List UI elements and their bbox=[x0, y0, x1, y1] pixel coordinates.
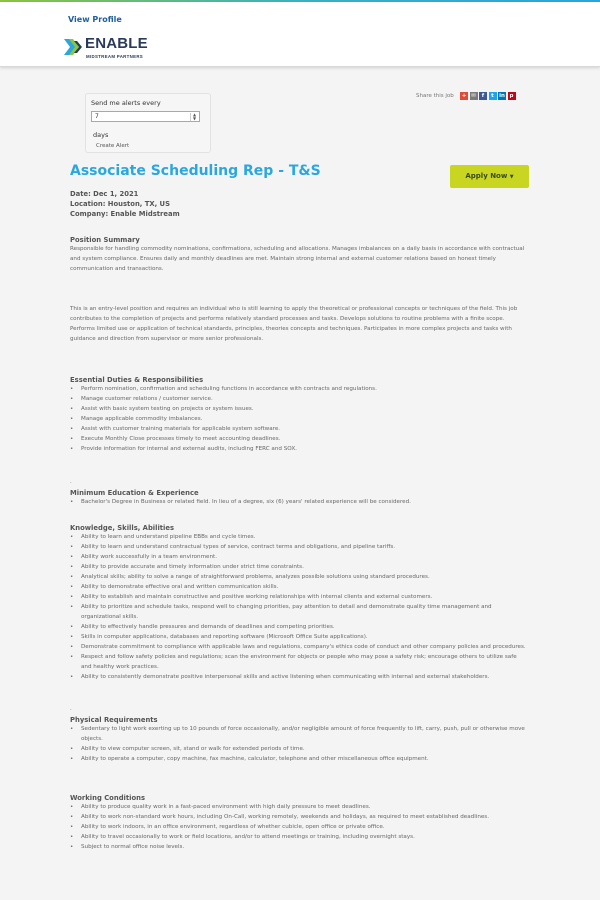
list-item: • Perform nomination, confirmation and scheduling functions in accordance with contracts and regulations. bbox=[70, 384, 526, 394]
create-alert-button[interactable]: Create Alert bbox=[96, 143, 130, 149]
list-item: • Demonstrate commitment to compliance with applicable laws and regulations, company's ethics code of conduct and other company policies and procedures. bbox=[70, 642, 526, 652]
section-title-summary: Position Summary bbox=[70, 236, 140, 244]
logo-subtitle: MIDSTREAM PARTNERS bbox=[86, 54, 144, 59]
email-icon[interactable]: ✉ bbox=[471, 93, 476, 99]
duties-list bbox=[70, 384, 526, 454]
section-title-education: Minimum Education & Experience bbox=[70, 489, 199, 497]
stepper-up-icon[interactable]: ▲ bbox=[192, 112, 197, 117]
pinterest-icon[interactable]: p bbox=[508, 92, 516, 100]
list-item: • Respect and follow safety policies and regulations; scan the environment for objects or people who may pose a safety risk; encourage others to utilize safe and healthy work practices. bbox=[70, 652, 526, 672]
list-item: • Assist with basic system testing on projects or system issues. bbox=[70, 404, 526, 414]
apply-now-label: Apply Now bbox=[465, 172, 508, 180]
list-item: • Assist with customer training materials for applicable system software. bbox=[70, 424, 526, 434]
share-label: Share this job bbox=[416, 93, 454, 99]
summary-paragraph-1: Responsible for handling commodity nominations, confirmations, scheduling and allocations. Manages imbalances on a daily basis in accordance with contractual and system compliance. Ensures daily and monthly deadlines are met. Maintain strong internal and external customer relations based on honest timely communication and transactions. bbox=[70, 246, 525, 272]
alert-title: Send me alerts every bbox=[91, 99, 161, 107]
list-item: • Ability to learn and understand contractual types of service, contract terms and obligations, and pipeline tariffs. bbox=[70, 542, 526, 552]
job-date: Date: Dec 1, 2021 bbox=[70, 190, 139, 198]
duties-trailing-dot: . bbox=[70, 479, 72, 485]
job-title: Associate Scheduling Rep - T&S bbox=[70, 163, 321, 179]
list-item: • Manage customer relations / customer service. bbox=[70, 394, 526, 404]
list-item: • Ability to operate a computer, copy machine, fax machine, calculator, telephone and other miscellaneous office equipment. bbox=[70, 754, 526, 764]
google-plus-icon[interactable]: + bbox=[461, 93, 467, 99]
list-item: • Bachelor's Degree in Business or related field. In lieu of a degree, six (6) years' related experience will be considered. bbox=[70, 497, 526, 507]
skills-trailing-dot: . bbox=[70, 706, 72, 712]
list-item: • Ability to produce quality work in a fast-paced environment with high daily pressure to meet deadlines. bbox=[70, 802, 526, 812]
facebook-icon[interactable]: f bbox=[479, 92, 487, 100]
stepper-down-icon[interactable]: ▼ bbox=[192, 116, 197, 121]
physical-list bbox=[70, 724, 526, 764]
list-item: • Ability to work non-standard work hours, including On-Call, working remotely, weekends and holidays, as required to meet established deadlines. bbox=[70, 812, 526, 822]
job-alert-box bbox=[85, 93, 211, 153]
section-title-physical: Physical Requirements bbox=[70, 716, 158, 724]
working-list bbox=[70, 802, 526, 852]
job-description bbox=[70, 236, 526, 852]
list-item: • Ability to establish and maintain constructive and positive working relationships with internal clients and external customers. bbox=[70, 592, 526, 602]
job-company: Company: Enable Midstream bbox=[70, 210, 180, 218]
list-item: • Subject to normal office noise levels. bbox=[70, 842, 526, 852]
twitter-icon[interactable]: t bbox=[489, 92, 497, 100]
list-item: • Ability to provide accurate and timely information under strict time constraints. bbox=[70, 562, 526, 572]
list-item: • Analytical skills; ability to solve a range of straightforward problems, analyzes possible solutions using standard procedures. bbox=[70, 572, 526, 582]
list-item: • Ability to prioritize and schedule tasks, respond well to changing priorities, pay attention to detail and demonstrate quality time management and organizational skills. bbox=[70, 602, 526, 622]
section-title-duties: Essential Duties & Responsibilities bbox=[70, 376, 204, 384]
view-profile-link[interactable]: View Profile bbox=[68, 15, 122, 24]
list-item: • Execute Monthly Close processes timely to meet accounting deadlines. bbox=[70, 434, 526, 444]
section-title-skills: Knowledge, Skills, Abilities bbox=[70, 524, 175, 532]
list-item: • Ability to demonstrate effective oral and written communication skills. bbox=[70, 582, 526, 592]
apply-now-button[interactable] bbox=[450, 165, 529, 188]
alert-frequency-value: 7 bbox=[95, 113, 99, 120]
list-item: • Skills in computer applications, databases and reporting software (Microsoft Office Suite applications). bbox=[70, 632, 526, 642]
enable-logo[interactable] bbox=[64, 37, 164, 63]
list-item: • Ability to work indoors, in an office environment, regardless of whether cubicle, open office or private office. bbox=[70, 822, 526, 832]
list-item: • Ability to travel occasionally to work or field locations, and/or to attend meetings or training, including overnight stays. bbox=[70, 832, 526, 842]
enable-logo-mark-icon bbox=[64, 37, 84, 57]
list-item: • Manage applicable commodity imbalances. bbox=[70, 414, 526, 424]
share-icons bbox=[460, 92, 516, 100]
linkedin-icon[interactable]: in bbox=[499, 93, 505, 99]
alert-frequency-input[interactable] bbox=[91, 111, 200, 122]
list-item: • Ability to consistently demonstrate positive interpersonal skills and active listening when communicating with internal and external stakeholders. bbox=[70, 672, 526, 682]
summary-paragraph-2: This is an entry-level position and requires an individual who is still learning to apply the theoretical or professional concepts or techniques of the field. This job contributes to the completion of projects and performs relatively standard processes and tasks. Develops solutions to routine problems with a finite scope. Performs limited use or application of technical standards, principles, theories concepts and techniques. Participates in more complex projects and tasks with guidance and direction from supervisor or more senior professionals. bbox=[70, 306, 518, 342]
alert-frequency-stepper[interactable] bbox=[190, 113, 198, 121]
list-item: • Ability to learn and understand pipeline EBBs and cycle times. bbox=[70, 532, 526, 542]
list-item: • Ability work successfully in a team environment. bbox=[70, 552, 526, 562]
logo-wordmark: ENABLE bbox=[85, 35, 148, 52]
caret-down-icon: ▼ bbox=[509, 174, 514, 180]
section-title-working: Working Conditions bbox=[70, 794, 146, 802]
site-header bbox=[0, 2, 600, 67]
skills-list bbox=[70, 532, 526, 682]
list-item: • Provide information for internal and external audits, including FERC and SOX. bbox=[70, 444, 526, 454]
alert-unit-label: days bbox=[93, 131, 109, 139]
list-item: • Sedentary to light work exerting up to 10 pounds of force occasionally, and/or negligible amount of force frequently to lift, carry, push, pull or otherwise move objects. bbox=[70, 724, 526, 744]
list-item: • Ability to effectively handle pressures and demands of deadlines and competing priorities. bbox=[70, 622, 526, 632]
job-location: Location: Houston, TX, US bbox=[70, 200, 170, 208]
education-list bbox=[70, 497, 526, 507]
list-item: • Ability to view computer screen, sit, stand or walk for extended periods of time. bbox=[70, 744, 526, 754]
